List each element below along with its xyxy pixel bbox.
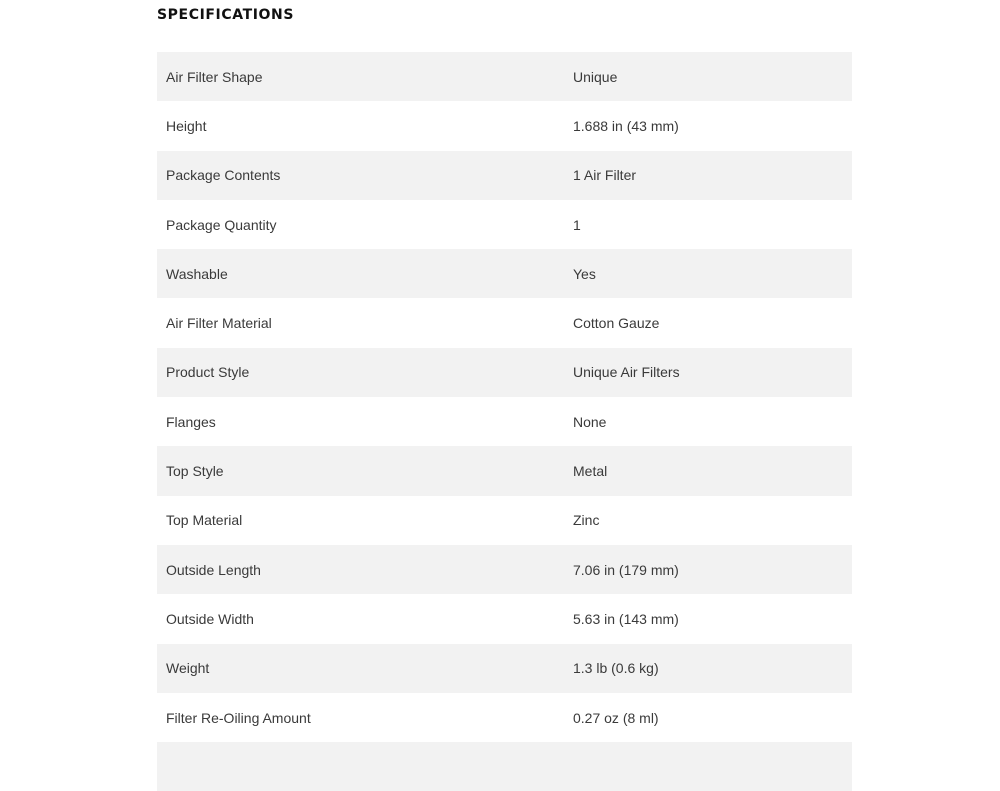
spec-row bbox=[157, 446, 852, 495]
spec-row bbox=[157, 594, 852, 643]
spec-label: Weight bbox=[157, 644, 564, 693]
spec-value bbox=[564, 742, 852, 791]
spec-row bbox=[157, 52, 852, 101]
spec-label: Package Contents bbox=[157, 151, 564, 200]
spec-row-partial bbox=[157, 742, 852, 791]
spec-label bbox=[157, 742, 564, 791]
spec-row bbox=[157, 298, 852, 347]
spec-row bbox=[157, 693, 852, 742]
spec-value: 1.688 in (43 mm) bbox=[564, 101, 852, 150]
spec-value: Unique bbox=[564, 52, 852, 101]
spec-row bbox=[157, 397, 852, 446]
spec-value: 7.06 in (179 mm) bbox=[564, 545, 852, 594]
spec-value: Metal bbox=[564, 446, 852, 495]
spec-value: 1 Air Filter bbox=[564, 151, 852, 200]
specifications-table bbox=[157, 52, 852, 791]
spec-value: 1.3 lb (0.6 kg) bbox=[564, 644, 852, 693]
spec-label: Flanges bbox=[157, 397, 564, 446]
spec-label: Outside Length bbox=[157, 545, 564, 594]
spec-label: Product Style bbox=[157, 348, 564, 397]
spec-row bbox=[157, 249, 852, 298]
spec-value: 5.63 in (143 mm) bbox=[564, 594, 852, 643]
spec-value: Zinc bbox=[564, 496, 852, 545]
spec-row bbox=[157, 101, 852, 150]
spec-value: 1 bbox=[564, 200, 852, 249]
spec-label: Height bbox=[157, 101, 564, 150]
spec-value: Cotton Gauze bbox=[564, 298, 852, 347]
spec-row bbox=[157, 200, 852, 249]
spec-label: Top Style bbox=[157, 446, 564, 495]
spec-value: Unique Air Filters bbox=[564, 348, 852, 397]
spec-label: Top Material bbox=[157, 496, 564, 545]
spec-row bbox=[157, 644, 852, 693]
spec-value: None bbox=[564, 397, 852, 446]
spec-label: Washable bbox=[157, 249, 564, 298]
specifications-heading: SPECIFICATIONS bbox=[157, 7, 295, 23]
spec-row bbox=[157, 496, 852, 545]
spec-value: Yes bbox=[564, 249, 852, 298]
spec-value: 0.27 oz (8 ml) bbox=[564, 693, 852, 742]
spec-label: Air Filter Material bbox=[157, 298, 564, 347]
spec-row bbox=[157, 151, 852, 200]
spec-label: Package Quantity bbox=[157, 200, 564, 249]
spec-row bbox=[157, 348, 852, 397]
spec-label: Air Filter Shape bbox=[157, 52, 564, 101]
spec-label: Outside Width bbox=[157, 594, 564, 643]
spec-label: Filter Re-Oiling Amount bbox=[157, 693, 564, 742]
spec-row bbox=[157, 545, 852, 594]
